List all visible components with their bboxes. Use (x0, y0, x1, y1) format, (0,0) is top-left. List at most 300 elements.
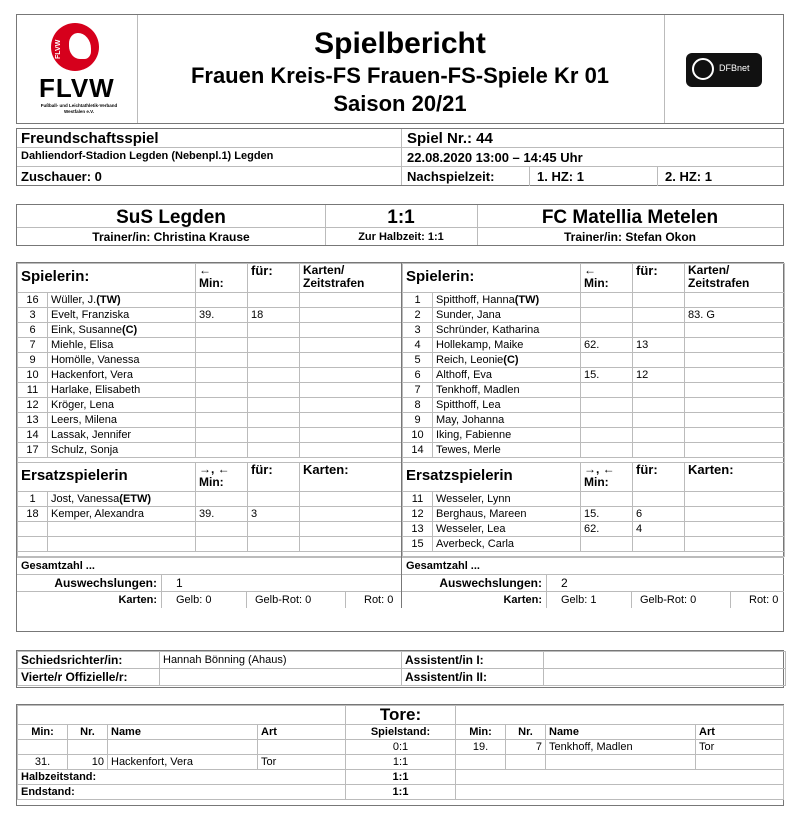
away-yellowred: Gelb-Rot: 0 (632, 592, 731, 608)
sub-for-number (633, 383, 685, 398)
player-name-cell (433, 293, 581, 308)
sub-for-number (633, 323, 685, 338)
card-entry (300, 308, 402, 323)
flvw-badge-text: FLVW (55, 39, 62, 59)
player-name-cell (433, 338, 581, 353)
away-yellow: Gelb: 1 (547, 592, 632, 608)
player-name-cell (48, 413, 196, 428)
extra-time-label: Nachspielzeit: (407, 169, 495, 184)
player-number: 8 (403, 398, 433, 413)
player-number (18, 522, 48, 537)
home-cards-header: Karten/ (303, 263, 345, 277)
away-player-row (403, 323, 785, 338)
away-player-row (403, 368, 785, 383)
card-entry (685, 443, 785, 458)
sub-for-number (248, 537, 300, 552)
away-player-row (403, 383, 785, 398)
card-entry (300, 428, 402, 443)
goals-left-name-header: Name (108, 725, 258, 740)
goal-row (18, 740, 784, 755)
player-name-cell (433, 308, 581, 323)
goals-right-name-header: Name (546, 725, 696, 740)
page-title: Spielbericht (314, 27, 486, 60)
player-name-cell (48, 308, 196, 323)
away-red: Rot: 0 (749, 594, 779, 606)
goals-right-min-header: Min: (456, 725, 506, 740)
away-player-row (403, 293, 785, 308)
sub-minute (581, 443, 633, 458)
player-name: Hollekamp, Maike (436, 339, 524, 351)
player-number: 12 (18, 398, 48, 413)
away-player-row (403, 338, 785, 353)
home-sub-header: Ersatzspielerin (21, 467, 128, 484)
dfb-eagle-icon (692, 58, 714, 80)
home-cards-label: Karten: (17, 592, 162, 608)
away-sub-header: Ersatzspielerin (406, 467, 513, 484)
home-player-row (18, 443, 402, 458)
player-number: 1 (18, 492, 48, 507)
card-entry (300, 492, 402, 507)
away-lineup-table (402, 263, 785, 557)
sub-out-arrow-icon: ← (199, 263, 212, 277)
home-player-row (18, 308, 402, 323)
home-player-row (18, 413, 402, 428)
player-name: Jost, Vanessa (51, 493, 120, 505)
player-name-cell (433, 507, 581, 522)
assistant1-label: Assistent/in I: (402, 652, 544, 669)
sub-minute: 39. (196, 507, 248, 522)
player-name: Evelt, Franziska (51, 309, 130, 321)
player-name-cell (48, 492, 196, 507)
dfbnet-logo-area (664, 15, 783, 123)
sub-for-number: 18 (248, 308, 300, 323)
away-fuer-header: für: (636, 263, 658, 278)
goals-right-art-header: Art (696, 725, 784, 740)
sub-minute (581, 293, 633, 308)
spectators: Zuschauer: 0 (21, 169, 102, 184)
away-coach: Trainer/in: Stefan Okon (563, 230, 697, 244)
sub-for-number: 13 (633, 338, 685, 353)
away-cards-label: Karten: (402, 592, 547, 608)
away-sub-row (403, 507, 785, 522)
goal-score: 0:1 (346, 740, 456, 755)
player-number (18, 537, 48, 552)
player-name-cell (433, 383, 581, 398)
fourth-official-label: Vierte/r Offizielle/r: (18, 669, 160, 686)
card-entry (685, 338, 785, 353)
away-totals (402, 557, 784, 608)
sub-minute (581, 398, 633, 413)
referee-label: Schiedsrichter/in: (18, 652, 160, 669)
player-name: Eink, Susanne (51, 324, 122, 336)
player-name: Schründer, Katharina (436, 324, 540, 336)
goal-home-number (68, 740, 108, 755)
home-min-header: Min: (199, 276, 224, 290)
player-name: Wüller, J. (51, 294, 97, 306)
card-entry (685, 293, 785, 308)
card-entry (685, 492, 785, 507)
sub-for-number: 12 (633, 368, 685, 383)
home-fuer-header: für: (251, 263, 273, 278)
home-player-row (18, 428, 402, 443)
player-name: Kemper, Alexandra (51, 508, 144, 520)
player-number: 13 (18, 413, 48, 428)
goals-left-nr-header: Nr. (68, 725, 108, 740)
player-number: 11 (18, 383, 48, 398)
goals-left-min-header: Min: (18, 725, 68, 740)
player-role-tag: (TW) (96, 294, 121, 306)
player-name-cell (433, 492, 581, 507)
sub-minute (581, 353, 633, 368)
sub-for-number (248, 492, 300, 507)
goals-title: Tore: (346, 706, 456, 725)
player-number: 16 (18, 293, 48, 308)
horse-icon (69, 33, 91, 59)
home-coach: Trainer/in: Christina Krause (92, 230, 250, 244)
goal-away-number (506, 755, 546, 770)
goals (16, 704, 784, 806)
player-name: Averbeck, Carla (436, 538, 515, 550)
goals-table (17, 705, 784, 800)
flvw-subline: Fußball- und Leichtathletik-Verband Westfalen e.V. (40, 103, 118, 114)
player-name-cell (48, 353, 196, 368)
card-entry (685, 537, 785, 552)
card-entry (300, 383, 402, 398)
home-player-row (18, 398, 402, 413)
card-entry (685, 323, 785, 338)
sub-minute: 15. (581, 368, 633, 383)
match-info (16, 128, 784, 186)
goal-home-minute (18, 740, 68, 755)
goal-away-scorer (546, 755, 696, 770)
player-name-cell (433, 443, 581, 458)
goal-away-type (696, 755, 784, 770)
dfbnet-label: DFBnet (719, 63, 750, 73)
sub-minute (196, 368, 248, 383)
player-number: 1 (403, 293, 433, 308)
goal-home-type: Tor (258, 755, 346, 770)
final-score: 1:1 (387, 207, 415, 228)
sub-minute (581, 323, 633, 338)
player-number: 3 (403, 323, 433, 338)
home-sub-cards-header: Karten: (303, 462, 349, 477)
player-role-tag: (ETW) (119, 493, 152, 505)
sub-minute (581, 413, 633, 428)
player-name: Reich, Leonie (436, 354, 504, 366)
away-sub-cards-header: Karten: (688, 462, 734, 477)
sub-for-number: 4 (633, 522, 685, 537)
sub-for-number (633, 537, 685, 552)
player-name-cell (48, 522, 196, 537)
goal-home-scorer (108, 740, 258, 755)
player-name-cell (433, 398, 581, 413)
sub-minute (581, 308, 633, 323)
sub-minute (196, 293, 248, 308)
home-lineup (17, 263, 401, 608)
player-number: 17 (18, 443, 48, 458)
sub-for-number: 6 (633, 507, 685, 522)
sub-minute: 39. (196, 308, 248, 323)
sub-for-number (248, 338, 300, 353)
player-name-cell (48, 428, 196, 443)
player-name-cell (433, 323, 581, 338)
away-totals-label: Gesamtzahl ... (406, 560, 480, 572)
match-datetime: 22.08.2020 13:00 – 14:45 Uhr (407, 150, 583, 165)
player-number: 10 (18, 368, 48, 383)
away-subs-count: 2 (561, 576, 568, 590)
card-entry (300, 368, 402, 383)
home-subs-label: Auswechslungen: (17, 575, 162, 591)
officials (16, 650, 784, 688)
match-type: Freundschaftsspiel (21, 130, 159, 147)
away-sub-row (403, 492, 785, 507)
player-name: May, Johanna (436, 414, 505, 426)
away-player-row (403, 308, 785, 323)
referee-name: Hannah Bönning (Ahaus) (160, 652, 402, 669)
card-entry (685, 353, 785, 368)
player-name: Lassak, Jennifer (51, 429, 132, 441)
halftime-value: 1:1 (346, 770, 456, 785)
sub-for-number (633, 353, 685, 368)
home-sub-row (18, 492, 402, 507)
goal-score: 1:1 (346, 755, 456, 770)
card-entry (300, 323, 402, 338)
player-name: Althoff, Eva (436, 369, 493, 381)
player-number: 10 (403, 428, 433, 443)
sub-for-number (248, 383, 300, 398)
goal-home-type (258, 740, 346, 755)
away-player-row (403, 413, 785, 428)
goals-right-nr-header: Nr. (506, 725, 546, 740)
goal-home-number: 10 (68, 755, 108, 770)
match-venue: Dahliendorf-Stadion Legden (Nebenpl.1) Legden (21, 150, 274, 162)
flvw-wordmark: FLVW (39, 73, 115, 103)
sub-minute (196, 383, 248, 398)
player-number: 11 (403, 492, 433, 507)
card-entry (685, 383, 785, 398)
card-entry (685, 368, 785, 383)
fourth-official-name (160, 669, 402, 686)
player-name-cell (48, 293, 196, 308)
sub-for-number (248, 443, 300, 458)
player-name-cell (433, 353, 581, 368)
assistant1-name (544, 652, 786, 669)
goal-away-number: 7 (506, 740, 546, 755)
home-player-row (18, 383, 402, 398)
goal-away-scorer: Tenkhoff, Madlen (546, 740, 696, 755)
card-entry (685, 507, 785, 522)
player-name: Schulz, Sonja (51, 444, 119, 456)
player-name: Sunder, Jana (436, 309, 501, 321)
sub-minute: 15. (581, 507, 633, 522)
assistant2-label: Assistent/in II: (402, 669, 544, 686)
player-number: 7 (18, 338, 48, 353)
player-number: 18 (18, 507, 48, 522)
officials-table (17, 651, 786, 686)
player-name: Iking, Fabienne (436, 429, 512, 441)
report-header (16, 14, 784, 124)
away-player-row (403, 428, 785, 443)
player-number: 4 (403, 338, 433, 353)
away-sub-fuer-header: für: (636, 462, 658, 477)
sub-for-number (248, 428, 300, 443)
home-player-row (18, 323, 402, 338)
sub-for-number (633, 492, 685, 507)
away-player-header: Spielerin: (406, 268, 475, 285)
card-entry (300, 338, 402, 353)
home-sub-row (18, 537, 402, 552)
player-name: Kröger, Lena (51, 399, 114, 411)
card-entry (300, 353, 402, 368)
goal-home-scorer: Hackenfort, Vera (108, 755, 258, 770)
player-name-cell (48, 368, 196, 383)
player-name: Tewes, Merle (436, 444, 501, 456)
home-player-row (18, 353, 402, 368)
away-min-header: Min: (584, 276, 609, 290)
sub-minute: 62. (581, 522, 633, 537)
sub-minute (196, 428, 248, 443)
season-title: Saison 20/21 (333, 91, 467, 116)
player-number: 6 (18, 323, 48, 338)
player-number: 5 (403, 353, 433, 368)
sub-for-number (248, 323, 300, 338)
player-name: Hackenfort, Vera (51, 369, 133, 381)
away-sub-row (403, 537, 785, 552)
sub-minute (196, 443, 248, 458)
halftime-score: Zur Halbzeit: 1:1 (358, 231, 444, 243)
goal-home-minute: 31. (18, 755, 68, 770)
sub-arrows-icon: →, ← (199, 462, 230, 476)
away-player-row (403, 443, 785, 458)
card-entry (300, 522, 402, 537)
player-name: Miehle, Elisa (51, 339, 114, 351)
player-name: Leers, Milena (51, 414, 118, 426)
sub-for-number (633, 308, 685, 323)
flvw-badge (51, 23, 99, 71)
sub-minute (196, 413, 248, 428)
player-number: 14 (18, 428, 48, 443)
sub-for-number (633, 413, 685, 428)
player-role-tag: (TW) (514, 294, 540, 306)
player-number: 13 (403, 522, 433, 537)
home-sub-row (18, 507, 402, 522)
player-number: 6 (403, 368, 433, 383)
home-yellow: Gelb: 0 (162, 592, 247, 608)
sub-for-number (248, 353, 300, 368)
player-name: Wesseler, Lynn (436, 493, 511, 505)
player-name-cell (48, 338, 196, 353)
sub-minute (196, 522, 248, 537)
card-entry (685, 413, 785, 428)
sub-for-number (248, 398, 300, 413)
away-team-name: FC Matellia Metelen (541, 207, 719, 228)
sub-minute (196, 398, 248, 413)
sub-arrows-icon: →, ← (584, 462, 615, 476)
home-totals (17, 557, 401, 608)
player-number: 14 (403, 443, 433, 458)
player-role-tag: (C) (503, 354, 519, 366)
sub-for-number (633, 398, 685, 413)
player-name-cell (48, 383, 196, 398)
sub-minute (196, 323, 248, 338)
competition-title: Frauen Kreis-FS Frauen-FS-Spiele Kr 01 (190, 63, 610, 88)
sub-for-number (633, 443, 685, 458)
goal-away-minute: 19. (456, 740, 506, 755)
extra-time-hz1: 1. HZ: 1 (537, 169, 584, 184)
goal-away-minute (456, 755, 506, 770)
player-name-cell (48, 507, 196, 522)
away-subs-label: Auswechslungen: (402, 575, 547, 591)
home-sub-row (18, 522, 402, 537)
player-name-cell (433, 413, 581, 428)
card-entry (300, 537, 402, 552)
home-subs-count: 1 (176, 576, 183, 590)
flvw-logo (17, 15, 138, 123)
sub-minute (581, 537, 633, 552)
extra-time-hz2: 2. HZ: 1 (665, 169, 712, 184)
home-team-name: SuS Legden (116, 207, 226, 228)
card-entry (300, 443, 402, 458)
player-name: Berghaus, Mareen (436, 508, 527, 520)
player-name: Harlake, Elisabeth (51, 384, 141, 396)
player-name-cell (48, 323, 196, 338)
sub-minute: 62. (581, 338, 633, 353)
away-cards-header: Karten/ (688, 263, 730, 277)
goal-away-type: Tor (696, 740, 784, 755)
player-name-cell (433, 522, 581, 537)
lineups (16, 262, 784, 632)
sub-for-number: 3 (248, 507, 300, 522)
player-number: 9 (18, 353, 48, 368)
away-player-row (403, 353, 785, 368)
goals-left-art-header: Art (258, 725, 346, 740)
sub-for-number (248, 413, 300, 428)
sub-minute (196, 338, 248, 353)
away-cards-header-2: Zeitstrafen (688, 276, 750, 290)
player-name: Wesseler, Lea (436, 523, 506, 535)
card-entry (685, 428, 785, 443)
sub-minute (581, 383, 633, 398)
sub-for-number (248, 293, 300, 308)
player-number: 15 (403, 537, 433, 552)
halftime-label: Halbzeitstand: (18, 770, 346, 785)
card-entry (300, 413, 402, 428)
dfbnet-logo (686, 53, 762, 87)
player-name: Homölle, Vanessa (51, 354, 140, 366)
home-totals-label: Gesamtzahl ... (21, 560, 95, 572)
sub-for-number (633, 428, 685, 443)
player-name: Tenkhoff, Madlen (436, 384, 520, 396)
sub-minute (581, 428, 633, 443)
player-name: Spitthoff, Hanna (436, 294, 515, 306)
home-player-row (18, 338, 402, 353)
player-number: 7 (403, 383, 433, 398)
final-label: Endstand: (18, 785, 346, 800)
player-name: Spitthoff, Lea (436, 399, 501, 411)
card-entry (685, 398, 785, 413)
player-number: 9 (403, 413, 433, 428)
sub-minute (196, 492, 248, 507)
assistant2-name (544, 669, 786, 686)
sub-minute (196, 537, 248, 552)
sub-minute (196, 353, 248, 368)
home-sub-min-header: Min: (199, 475, 224, 489)
card-entry (685, 522, 785, 537)
player-role-tag: (C) (121, 324, 138, 336)
game-number: Spiel Nr.: 44 (407, 130, 493, 147)
player-name-cell (433, 428, 581, 443)
home-cards-header-2: Zeitstrafen (303, 276, 365, 290)
